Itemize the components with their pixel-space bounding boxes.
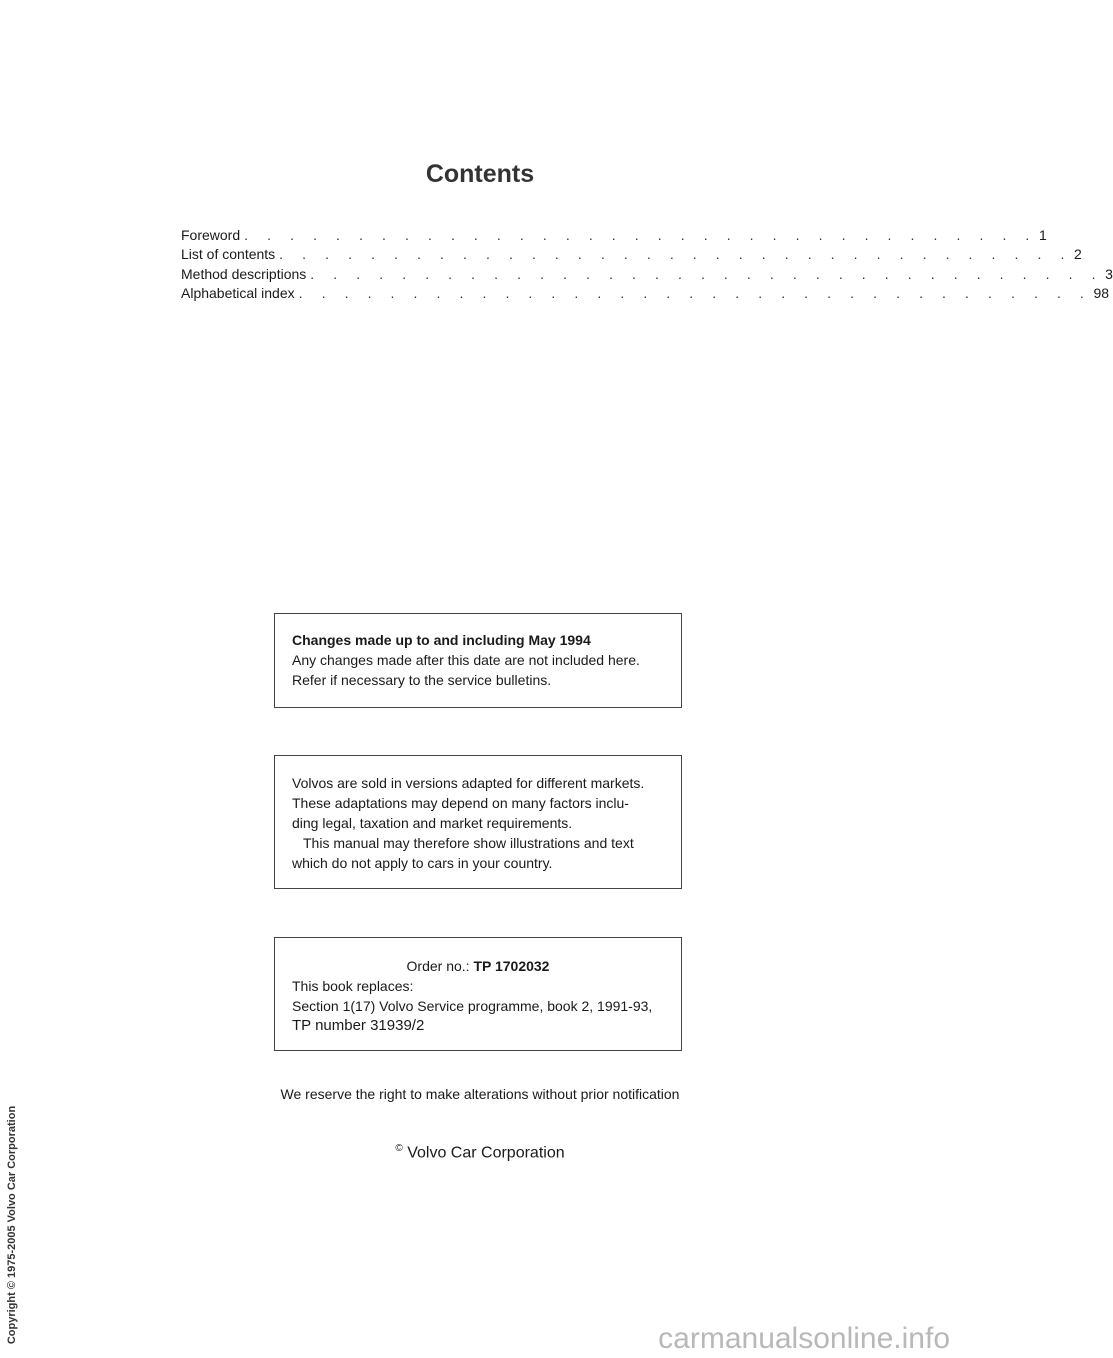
toc-leader: . . . . . . . . . . . . . . . . . . . . . . . . . . . . . . . . . . .: [298, 284, 1092, 301]
copyright-symbol: ©: [395, 1143, 403, 1154]
table-of-contents: [181, 226, 1113, 303]
toc-entry-foreword[interactable]: [181, 226, 1047, 245]
order-line: Section 1(17) Volvo Service programme, book 2, 1991-93,: [292, 998, 653, 1014]
changes-line: Any changes made after this date are not included here.: [292, 652, 640, 668]
toc-page: 3: [1105, 265, 1113, 282]
toc-label: Foreword: [181, 227, 241, 243]
toc-entry-method-descriptions[interactable]: [181, 265, 1113, 284]
changes-heading: Changes made up to and including May 1994: [292, 632, 591, 648]
copyright-line: [0, 1143, 960, 1162]
market-line: which do not apply to cars in your country.: [292, 855, 553, 871]
copyright-owner: Volvo Car Corporation: [407, 1144, 565, 1162]
toc-leader: . . . . . . . . . . . . . . . . . . . . . . . . . . . . . . . . . . .: [244, 227, 1037, 243]
toc-page: 98: [1093, 284, 1110, 301]
toc-page: 1: [1038, 227, 1047, 243]
watermark: carmanualsonline.info: [658, 1322, 950, 1355]
toc-leader: . . . . . . . . . . . . . . . . . . . . . . . . . . . . . . . . . . .: [310, 265, 1104, 282]
alterations-notice: We reserve the right to make alterations without prior notification: [280, 1086, 680, 1102]
market-line: This manual may therefore show illustrations and text: [303, 835, 634, 851]
toc-entry-list-of-contents[interactable]: [181, 245, 1082, 264]
page-title: Contents: [425, 160, 535, 188]
order-value: TP 1702032: [473, 958, 550, 974]
toc-entry-alphabetical-index[interactable]: [181, 284, 1110, 303]
toc-label: Alphabetical index: [181, 284, 295, 301]
market-line: ding legal, taxation and market requirements.: [292, 815, 573, 831]
market-line: Volvos are sold in versions adapted for different markets.: [292, 775, 645, 791]
order-line: This book replaces:: [292, 978, 414, 994]
changes-notice-box: [274, 613, 682, 708]
order-info-box: [274, 937, 682, 1051]
market-versions-box: [274, 755, 682, 889]
order-label: Order no.:: [406, 958, 470, 974]
toc-label: List of contents: [181, 246, 276, 263]
toc-label: Method descriptions: [181, 265, 307, 282]
order-line: TP number 31939/2: [292, 1017, 425, 1034]
changes-line: Refer if necessary to the service bulletins.: [292, 672, 552, 688]
toc-leader: . . . . . . . . . . . . . . . . . . . . . . . . . . . . . . . . . . .: [279, 246, 1072, 263]
toc-page: 2: [1073, 246, 1082, 263]
order-number: [292, 956, 681, 976]
market-line: These adaptations may depend on many factors inclu-: [292, 795, 629, 811]
side-copyright: Copyright © 1975-2005 Volvo Car Corporation: [6, 1105, 18, 1345]
